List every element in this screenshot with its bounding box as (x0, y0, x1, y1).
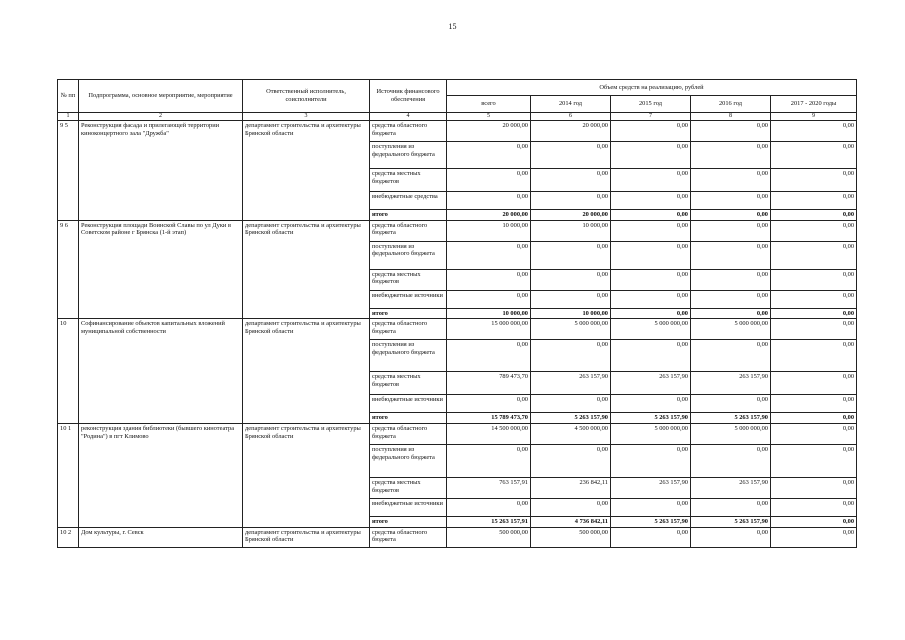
amount-2016: 0,00 (691, 340, 771, 372)
amount-2015: 0,00 (611, 210, 691, 221)
amount-2016: 0,00 (691, 210, 771, 221)
amount-2017-2020: 0,00 (771, 220, 857, 241)
amount-total: 0,00 (447, 445, 531, 478)
amount-total: 789 473,70 (447, 372, 531, 395)
section-name: Дом культуры, г. Севск (79, 527, 243, 547)
header-volume: Объем средств на реализацию, рублей (447, 80, 857, 96)
header-num: № пп (58, 80, 79, 113)
amount-2015: 0,00 (611, 192, 691, 210)
funding-source: итого (370, 210, 447, 221)
section-code: 10 (58, 319, 79, 424)
amount-2017-2020: 0,00 (771, 210, 857, 221)
amount-2014: 263 157,90 (531, 372, 611, 395)
funding-source: поступления из федерального бюджета (370, 340, 447, 372)
amount-total: 0,00 (447, 499, 531, 517)
amount-2015: 5 263 157,90 (611, 517, 691, 528)
amount-2016: 0,00 (691, 121, 771, 142)
funding-source: средства областного бюджета (370, 220, 447, 241)
amount-2014: 10 000,00 (531, 308, 611, 319)
section-code: 10 1 (58, 424, 79, 528)
section-code: 10 2 (58, 527, 79, 547)
funding-source: итого (370, 413, 447, 424)
amount-total: 500 000,00 (447, 527, 531, 547)
amount-2017-2020: 0,00 (771, 290, 857, 308)
amount-2016: 0,00 (691, 192, 771, 210)
funding-source: внебюджетные источники (370, 290, 447, 308)
amount-2017-2020: 0,00 (771, 241, 857, 269)
amount-2014: 20 000,00 (531, 210, 611, 221)
amount-2016: 0,00 (691, 269, 771, 290)
amount-2014: 10 000,00 (531, 220, 611, 241)
amount-2016: 0,00 (691, 241, 771, 269)
section-executor: департамент строительства и архитектуры Брянской области (243, 527, 370, 547)
amount-2015: 5 000 000,00 (611, 319, 691, 340)
funding-source: внебюджетные источники (370, 395, 447, 413)
section-code: 9 6 (58, 220, 79, 319)
amount-2016: 5 000 000,00 (691, 424, 771, 445)
amount-2014: 0,00 (531, 445, 611, 478)
amount-total: 0,00 (447, 169, 531, 192)
section-name: Софинансирование объектов капитальных вложений муниципальной собственности (79, 319, 243, 424)
amount-total: 15 263 157,91 (447, 517, 531, 528)
amount-2014: 0,00 (531, 340, 611, 372)
amount-2016: 0,00 (691, 499, 771, 517)
table-header (58, 80, 857, 121)
header-2015: 2015 год (611, 96, 691, 113)
amount-2017-2020: 0,00 (771, 517, 857, 528)
funding-source: средства местных бюджетов (370, 478, 447, 499)
amount-2015: 0,00 (611, 169, 691, 192)
amount-2016: 0,00 (691, 220, 771, 241)
section-executor: департамент строительства и архитектуры Брянской области (243, 424, 370, 528)
column-number: 7 (611, 113, 691, 121)
amount-total: 0,00 (447, 269, 531, 290)
amount-2017-2020: 0,00 (771, 478, 857, 499)
section-name: реконструкция здания библиотеки (бывшего кинотеатра "Родина") в пгт Климово (79, 424, 243, 528)
table-row (58, 220, 857, 241)
funding-source: средства областного бюджета (370, 527, 447, 547)
amount-2017-2020: 0,00 (771, 121, 857, 142)
funding-source: внебюджетные средства (370, 192, 447, 210)
amount-2015: 0,00 (611, 269, 691, 290)
amount-2015: 0,00 (611, 241, 691, 269)
amount-2015: 5 000 000,00 (611, 424, 691, 445)
funding-source: средства областного бюджета (370, 319, 447, 340)
amount-total: 0,00 (447, 340, 531, 372)
amount-2014: 0,00 (531, 169, 611, 192)
amount-2014: 0,00 (531, 499, 611, 517)
funding-source: поступления из федерального бюджета (370, 445, 447, 478)
amount-2016: 263 157,90 (691, 478, 771, 499)
column-numbers-row (58, 113, 857, 121)
amount-total: 0,00 (447, 395, 531, 413)
amount-2015: 0,00 (611, 308, 691, 319)
amount-2015: 0,00 (611, 527, 691, 547)
amount-2014: 0,00 (531, 142, 611, 169)
amount-2016: 0,00 (691, 395, 771, 413)
column-number: 4 (370, 113, 447, 121)
amount-2016: 0,00 (691, 308, 771, 319)
amount-total: 20 000,00 (447, 121, 531, 142)
column-number: 8 (691, 113, 771, 121)
amount-2017-2020: 0,00 (771, 445, 857, 478)
amount-2015: 0,00 (611, 121, 691, 142)
amount-2015: 0,00 (611, 499, 691, 517)
amount-total: 10 000,00 (447, 220, 531, 241)
column-number: 6 (531, 113, 611, 121)
table-row (58, 319, 857, 340)
section-name: Реконструкция фасада и прилегающей территории киноконцертного зала "Дружба" (79, 121, 243, 221)
amount-2014: 0,00 (531, 269, 611, 290)
amount-2015: 0,00 (611, 340, 691, 372)
budget-table (57, 79, 857, 548)
amount-total: 763 157,91 (447, 478, 531, 499)
amount-2016: 0,00 (691, 142, 771, 169)
amount-2014: 0,00 (531, 192, 611, 210)
section-executor: департамент строительства и архитектуры Брянской области (243, 319, 370, 424)
amount-2016: 0,00 (691, 445, 771, 478)
amount-2014: 20 000,00 (531, 121, 611, 142)
amount-2015: 263 157,90 (611, 478, 691, 499)
amount-total: 14 500 000,00 (447, 424, 531, 445)
amount-2017-2020: 0,00 (771, 499, 857, 517)
header-source: Источник финансового обеспечения (370, 80, 447, 113)
funding-source: средства местных бюджетов (370, 372, 447, 395)
column-number: 3 (243, 113, 370, 121)
amount-2016: 0,00 (691, 169, 771, 192)
amount-2017-2020: 0,00 (771, 319, 857, 340)
amount-2016: 5 000 000,00 (691, 319, 771, 340)
amount-2014: 5 000 000,00 (531, 319, 611, 340)
amount-2014: 4 736 842,11 (531, 517, 611, 528)
header-executor: Ответственный исполнитель, соисполнители (243, 80, 370, 113)
amount-2016: 5 263 157,90 (691, 413, 771, 424)
section-name: Реконструкция площади Воинской Славы по ул Дуки в Советском районе г Брянска (1-й этап) (79, 220, 243, 319)
column-number: 1 (58, 113, 79, 121)
amount-2015: 0,00 (611, 142, 691, 169)
amount-2017-2020: 0,00 (771, 142, 857, 169)
amount-2015: 263 157,90 (611, 372, 691, 395)
amount-2016: 263 157,90 (691, 372, 771, 395)
amount-2014: 236 842,11 (531, 478, 611, 499)
section-executor: департамент строительства и архитектуры Брянской области (243, 121, 370, 221)
amount-2014: 0,00 (531, 290, 611, 308)
amount-2017-2020: 0,00 (771, 192, 857, 210)
amount-2015: 0,00 (611, 445, 691, 478)
header-2014: 2014 год (531, 96, 611, 113)
amount-2015: 0,00 (611, 290, 691, 308)
amount-2016: 5 263 157,90 (691, 517, 771, 528)
funding-source: итого (370, 308, 447, 319)
amount-2014: 500 000,00 (531, 527, 611, 547)
amount-2017-2020: 0,00 (771, 308, 857, 319)
amount-total: 15 789 473,70 (447, 413, 531, 424)
amount-2017-2020: 0,00 (771, 395, 857, 413)
amount-2017-2020: 0,00 (771, 424, 857, 445)
funding-source: поступления из федерального бюджета (370, 241, 447, 269)
amount-2015: 0,00 (611, 395, 691, 413)
amount-total: 0,00 (447, 192, 531, 210)
section-code: 9 5 (58, 121, 79, 221)
table-body (58, 121, 857, 548)
funding-source: средства областного бюджета (370, 121, 447, 142)
amount-2015: 0,00 (611, 220, 691, 241)
table-row (58, 121, 857, 142)
amount-2017-2020: 0,00 (771, 340, 857, 372)
funding-source: поступления из федерального бюджета (370, 142, 447, 169)
amount-total: 20 000,00 (447, 210, 531, 221)
column-number: 5 (447, 113, 531, 121)
header-total: всего (447, 96, 531, 113)
amount-total: 0,00 (447, 142, 531, 169)
amount-2015: 5 263 157,90 (611, 413, 691, 424)
page-number: 15 (448, 22, 457, 31)
funding-source: средства областного бюджета (370, 424, 447, 445)
amount-2017-2020: 0,00 (771, 169, 857, 192)
amount-2016: 0,00 (691, 527, 771, 547)
funding-source: средства местных бюджетов (370, 269, 447, 290)
table-row (58, 424, 857, 445)
amount-2016: 0,00 (691, 290, 771, 308)
amount-2014: 4 500 000,00 (531, 424, 611, 445)
funding-source: итого (370, 517, 447, 528)
amount-total: 10 000,00 (447, 308, 531, 319)
amount-2014: 0,00 (531, 395, 611, 413)
funding-source: внебюджетные источники (370, 499, 447, 517)
amount-2014: 0,00 (531, 241, 611, 269)
amount-2017-2020: 0,00 (771, 372, 857, 395)
table-row (58, 527, 857, 547)
column-number: 2 (79, 113, 243, 121)
amount-total: 0,00 (447, 290, 531, 308)
amount-2014: 5 263 157,90 (531, 413, 611, 424)
amount-total: 15 000 000,00 (447, 319, 531, 340)
funding-source: средства местных бюджетов (370, 169, 447, 192)
amount-2017-2020: 0,00 (771, 269, 857, 290)
header-2016: 2016 год (691, 96, 771, 113)
section-executor: департамент строительства и архитектуры Брянской области (243, 220, 370, 319)
amount-total: 0,00 (447, 241, 531, 269)
header-2017-2020: 2017 - 2020 годы (771, 96, 857, 113)
amount-2017-2020: 0,00 (771, 413, 857, 424)
column-number: 9 (771, 113, 857, 121)
header-event: Подпрограмма, основное мероприятие, мероприятие (79, 80, 243, 113)
amount-2017-2020: 0,00 (771, 527, 857, 547)
